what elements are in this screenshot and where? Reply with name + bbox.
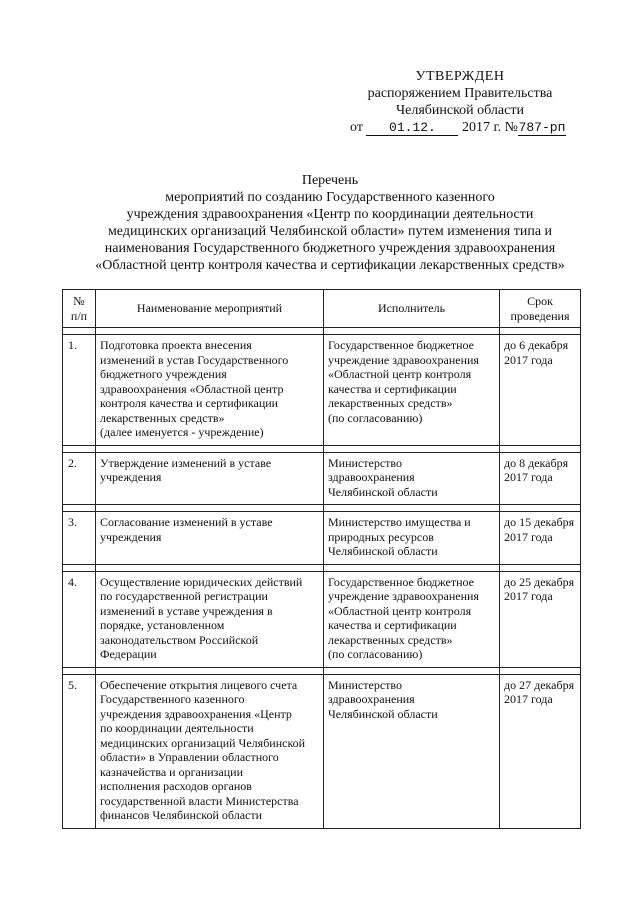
title-line-5: наименования Государственного бюджетного учреждения здравоохранения — [104, 241, 556, 256]
row-number: 5. — [63, 674, 96, 828]
event-name-line: здравоохранения «Областной центр — [100, 381, 284, 396]
spacer-cell — [63, 328, 96, 335]
event-name-line: по государственной регистрации — [100, 589, 268, 603]
event-term — [500, 452, 581, 505]
event-executor-line: (по согласованию) — [328, 410, 423, 425]
event-term-line: 2017 года — [504, 352, 553, 367]
event-executor-line: здравоохранения — [328, 692, 415, 706]
spacer-cell — [324, 445, 500, 452]
event-name-line: Подготовка проекта внесения — [100, 338, 252, 352]
event-term-line: до 6 декабря — [504, 338, 569, 352]
event-term-line: до 15 декабря — [504, 515, 575, 529]
event-name-line: по координации деятельности — [100, 721, 254, 735]
event-term — [500, 674, 581, 828]
event-executor-line: Министерство имущества и — [328, 515, 471, 529]
title-line-6: «Областной центр контроля качества и сертификации лекарственных средств» — [95, 258, 565, 273]
event-term-line: до 25 декабря — [504, 574, 575, 589]
row-spacer — [63, 445, 581, 452]
table-row — [63, 335, 581, 446]
event-executor-line: природных ресурсов — [328, 529, 434, 544]
event-executor — [324, 452, 500, 505]
order-number-field: 787-рп — [518, 120, 566, 135]
spacer-cell — [63, 445, 96, 452]
date-value-field: 01.12. — [366, 121, 458, 136]
spacer-cell — [500, 667, 581, 674]
event-executor-line: Челябинской области — [328, 484, 438, 499]
event-name-line: области» в Управлении областного — [100, 750, 279, 764]
event-executor-line: Министерство — [328, 677, 402, 692]
spacer-cell — [500, 328, 581, 335]
event-name-line: исполнения расходов органов — [100, 779, 252, 793]
event-name-line: государственной власти Министерства — [100, 793, 299, 808]
table-row — [63, 452, 581, 505]
document-title — [60, 172, 600, 274]
event-name-line: Осуществление юридических действий — [100, 574, 303, 589]
title-line-3: учреждения здравоохранения «Центр по координации деятельности — [126, 207, 534, 222]
row-number: 3. — [63, 512, 96, 565]
event-term — [500, 335, 581, 446]
event-executor-line: лекарственных средств» — [328, 632, 453, 647]
row-spacer — [63, 328, 581, 335]
approval-date-line — [350, 119, 580, 136]
event-name-line: Обеспечение открытия лицевого счета — [100, 677, 298, 692]
row-number: 1. — [63, 335, 96, 446]
event-name-line: законодательством Российской — [100, 632, 259, 647]
event-name — [96, 452, 324, 505]
spacer-cell — [324, 505, 500, 512]
row-spacer — [63, 505, 581, 512]
event-name-line: изменений в устав Государственного — [100, 352, 289, 367]
event-name-line: медицинских организаций Челябинской — [100, 735, 306, 750]
event-executor — [324, 335, 500, 446]
approval-line-2: Челябинской области — [396, 103, 524, 118]
event-name-line: учреждения здравоохранения «Центр — [100, 706, 292, 721]
event-name — [96, 512, 324, 565]
row-spacer — [63, 564, 581, 571]
spacer-cell — [96, 667, 324, 674]
event-name-line: учреждения — [100, 529, 162, 544]
table-row — [63, 571, 581, 667]
event-name-line: изменений в уставе учреждения в — [100, 603, 273, 618]
approval-block — [340, 68, 580, 136]
title-line-2: мероприятий по созданию Государственного казенного — [165, 190, 495, 205]
event-executor-line: «Областной центр контроля — [328, 367, 472, 381]
event-name — [96, 335, 324, 446]
year-text: 2017 г. № — [461, 120, 518, 135]
spacer-cell — [63, 505, 96, 512]
table-body — [63, 328, 581, 829]
event-term-line: до 27 декабря — [504, 677, 575, 692]
spacer-cell — [63, 564, 96, 571]
event-name-line: лекарственных средств» — [100, 410, 225, 425]
spacer-cell — [96, 564, 324, 571]
spacer-cell — [500, 505, 581, 512]
spacer-cell — [96, 505, 324, 512]
event-executor-line: Челябинской области — [328, 544, 438, 558]
event-term-line: 2017 года — [504, 529, 553, 544]
events-table — [62, 289, 581, 829]
header-term-line-2: проведения — [510, 308, 570, 323]
event-executor — [324, 674, 500, 828]
header-number-line-1: № — [73, 294, 85, 308]
event-term — [500, 571, 581, 667]
event-executor-line: здравоохранения — [328, 470, 415, 484]
event-name-line: учреждения — [100, 470, 162, 484]
event-term-line: 2017 года — [504, 589, 553, 603]
header-executor: Исполнитель — [324, 290, 500, 328]
event-name — [96, 571, 324, 667]
row-number: 2. — [63, 452, 96, 505]
event-name-line: Государственного казенного — [100, 692, 245, 706]
header-name: Наименование мероприятий — [96, 290, 324, 328]
table-row — [63, 512, 581, 565]
header-number-line-2: п/п — [70, 308, 88, 323]
event-executor — [324, 512, 500, 565]
event-executor-line: «Областной центр контроля — [328, 603, 472, 618]
event-name-line: бюджетного учреждения — [100, 367, 227, 381]
event-term-line: до 8 декабря — [504, 455, 569, 470]
title-line-1: Перечень — [301, 173, 359, 188]
spacer-cell — [324, 564, 500, 571]
event-executor-line: Государственное бюджетное — [328, 338, 474, 352]
event-executor-line: Министерство — [328, 455, 402, 470]
event-executor-line: учреждение здравоохранения — [328, 352, 479, 367]
spacer-cell — [500, 564, 581, 571]
header-term — [500, 290, 581, 328]
spacer-cell — [63, 667, 96, 674]
title-line-4: медицинских организаций Челябинской области» путем изменения типа и — [107, 224, 553, 239]
event-executor-line: Челябинской области — [328, 706, 438, 721]
spacer-cell — [324, 328, 500, 335]
event-executor-line: лекарственных средств» — [328, 396, 453, 410]
header-term-line-1: Срок — [527, 294, 553, 308]
spacer-cell — [324, 667, 500, 674]
event-name-line: (далее именуется - учреждение) — [100, 425, 264, 439]
spacer-cell — [96, 445, 324, 452]
event-executor-line: Государственное бюджетное — [328, 574, 474, 589]
event-name-line: Утверждение изменений в уставе — [100, 455, 272, 470]
event-term — [500, 512, 581, 565]
header-number — [63, 290, 96, 328]
event-name-line: финансов Челябинской области — [100, 808, 263, 822]
event-name-line: казначейства и организации — [100, 764, 244, 779]
spacer-cell — [96, 328, 324, 335]
approval-line-1: распоряжением Правительства — [367, 86, 553, 101]
event-name-line: Федерации — [100, 647, 157, 661]
row-number: 4. — [63, 571, 96, 667]
event-name-line: Согласование изменений в уставе — [100, 515, 273, 529]
event-executor-line: учреждение здравоохранения — [328, 589, 479, 603]
event-executor — [324, 571, 500, 667]
table-header-row — [63, 290, 581, 328]
event-name-line: контроля качества и сертификации — [100, 396, 279, 410]
event-term-line: 2017 года — [504, 470, 553, 484]
row-spacer — [63, 667, 581, 674]
event-executor-line: качества и сертификации — [328, 381, 457, 396]
event-executor-line: (по согласованию) — [328, 647, 423, 661]
event-name-line: порядке, установленном — [100, 618, 225, 632]
approval-heading: УТВЕРЖДЕН — [415, 69, 505, 84]
spacer-cell — [500, 445, 581, 452]
event-name — [96, 674, 324, 828]
event-term-line: 2017 года — [504, 692, 553, 706]
date-prefix: от — [350, 120, 363, 135]
table-row — [63, 674, 581, 828]
event-executor-line: качества и сертификации — [328, 618, 457, 632]
